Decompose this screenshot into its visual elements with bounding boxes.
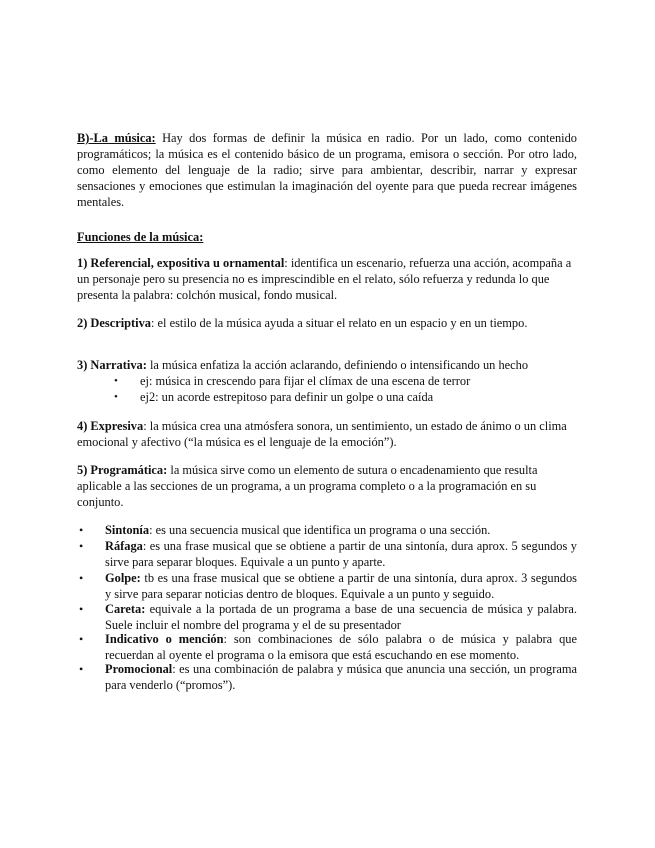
function-text: la música enfatiza la acción aclarando, definiendo o intensificando un hecho (149, 358, 529, 372)
function-item: 1) Referencial, expositiva u ornamental: identifica un escenario, refuerza una acción, acompaña a un personaje pero su presencia no es imprescindible en el relato, sólo refuerza y redunda lo que presenta la palabra: colchón musical, fondo musical. (77, 256, 572, 302)
function-item (77, 357, 577, 373)
narrative-example-text: ej2: un acorde estrepitoso para definir un golpe o una caída (140, 390, 434, 404)
section-b-heading: B)-La música: (77, 131, 156, 145)
term-label: Promocional (105, 662, 173, 676)
term-label: Ráfaga (105, 539, 143, 553)
term-label: Careta: (105, 602, 146, 616)
bullet-icon: • (114, 375, 118, 387)
term-text: son combinaciones de sólo palabra o de música y palabra que recuerdan al oyente el programa o la emisora que está escuchando en ese momento. (105, 632, 577, 662)
functions-heading-line (77, 229, 577, 245)
function-text: la música crea una atmósfera sonora, un sentimiento, un estado de ánimo o un clima emocional y afectivo (“la música es el lenguaje de la emoción”). (77, 419, 567, 449)
section-b-body: Hay dos formas de definir la música en radio. Por un lado, como contenido programáticos; la música es el contenido básico de un programa, emisora o sección. Por otro lado, como elemento del lenguaje de la radio; sirve para ambientar, describir, narrar y expresar sensaciones y emociones que estimulan la imaginación del oyente para que pueda recrear imágenes mentales. (77, 131, 578, 209)
function-text: identifica un escenario, refuerza una acción, acompaña a un personaje pero su presencia no es imprescindible en el relato, sólo refuerza y redunda lo que presenta la palabra: colchón musical, fondo musical. (77, 256, 572, 302)
functions-heading: Funciones de la música: (77, 230, 204, 244)
term-text: es una secuencia musical que identifica un programa o una sección. (155, 523, 491, 537)
function-title: 3) Narrativa: (77, 358, 147, 372)
term-label: Golpe: (105, 571, 141, 585)
term-text: equivale a la portada de un programa a base de una secuencia de música y palabra. Suele incluir el nombre del programa y el de su presentador (105, 602, 577, 632)
function-item: 2) Descriptiva: el estilo de la música ayuda a situar el relato en un espacio y en un tiempo. (77, 316, 528, 330)
term-item-rafaga: • Ráfaga: es una frase musical que se obtiene a partir de una sintonía, dura aprox. 5 segundos y sirve para separar bloques. Equivale a un punto y aparte. (79, 539, 577, 569)
bullet-icon: • (79, 602, 84, 616)
function-item (77, 462, 577, 510)
term-item-careta (77, 601, 577, 633)
function-title: 5) Programática: (77, 463, 168, 477)
function-title: 1) Referencial, expositiva u ornamental (77, 256, 285, 270)
section-b-paragraph (77, 130, 577, 210)
function-title: 2) Descriptiva (77, 316, 151, 330)
bullet-icon: • (79, 539, 84, 553)
term-label: Indicativo o mención (105, 632, 224, 646)
bullet-icon: • (79, 632, 84, 646)
bullet-icon: • (79, 571, 84, 585)
function-text: la música sirve como un elemento de sutura o encadenamiento que resulta aplicable a las secciones de un programa, a un programa completo o a la programación en su conjunto. (77, 463, 538, 509)
bullet-icon: • (79, 523, 84, 537)
function-text: el estilo de la música ayuda a situar el relato en un espacio y en un tiempo. (157, 316, 528, 330)
term-item-promocional: • Promocional: es una combinación de palabra y música que anuncia una sección, un programa para venderlo (“promos”). (79, 662, 577, 692)
term-item-golpe (77, 570, 577, 602)
term-item-indicativo: • Indicativo o mención: son combinaciones de sólo palabra o de música y palabra que recuerdan al oyente el programa o la emisora que está escuchando en ese momento. (79, 632, 577, 662)
term-item-sintonia: • Sintonía: es una secuencia musical que identifica un programa o una sección. (79, 523, 491, 537)
bullet-icon: • (114, 391, 118, 403)
term-text: es una frase musical que se obtiene a partir de una sintonía, dura aprox. 5 segundos y sirve para separar bloques. Equivale a un punto y aparte. (105, 539, 577, 569)
term-text: tb es una frase musical que se obtiene a partir de una sintonía, dura aprox. 3 segundos y sirve para separar noticias dentro de bloques. Equivale a un punto y seguido. (105, 571, 577, 601)
bullet-icon: • (79, 662, 84, 676)
function-item: 4) Expresiva: la música crea una atmósfera sonora, un sentimiento, un estado de ánimo o un clima emocional y afectivo (“la música es el lenguaje de la emoción”). (77, 419, 567, 449)
term-label: Sintonía (105, 523, 150, 537)
term-text: es una combinación de palabra y música que anuncia una sección, un programa para venderlo (“promos”). (105, 662, 577, 692)
function-title: 4) Expresiva (77, 419, 144, 433)
narrative-example-text: ej: música in crescendo para fijar el clímax de una escena de terror (140, 374, 471, 388)
